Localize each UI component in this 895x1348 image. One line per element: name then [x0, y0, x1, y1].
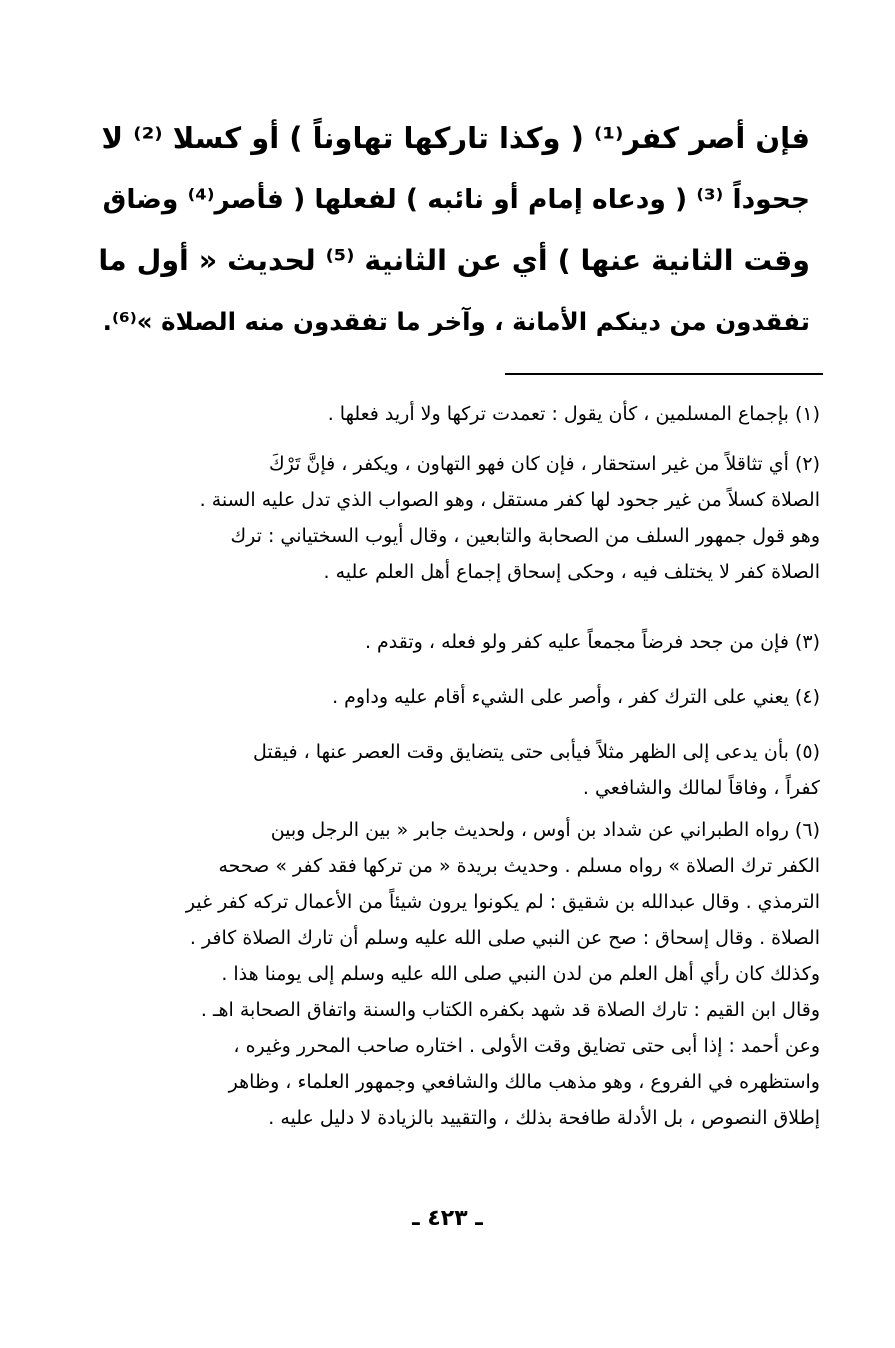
main-text-line: فإن أصر كفر⁽¹⁾ ( وكذا تاركها تهاوناً ) أو كسلا ⁽²⁾ لا — [101, 121, 810, 155]
footnote-2 — [95, 446, 820, 590]
footnote-line: (٥) بأن يدعى إلى الظهر مثلاً فيأبى حتى يتضايق وقت العصر عنها ، فيقتل — [253, 741, 820, 763]
footnote-line: الصلاة كفر لا يختلف فيه ، وحكى إسحاق إجماع أهل العلم عليه . — [323, 561, 820, 583]
main-text-line: جحوداً ⁽³⁾ ( ودعاه إمام أو نائبه ) لفعلها ( فأصر⁽⁴⁾ وضاق — [102, 184, 810, 215]
footnote-line: الصلاة كسلاً من غير جحود لها كفر مستقل ، وهو الصواب الذي تدل عليه السنة . — [199, 489, 820, 511]
main-text — [95, 108, 810, 352]
footnote-line: (٢) أي تثاقلاً من غير استحقار ، فإن كان فهو التهاون ، ويكفر ، فإنَّ تَرْكَ — [268, 453, 820, 475]
footnote-line: الكفر ترك الصلاة » رواه مسلم . وحديث بريدة « من تركها فقد كفر » صححه — [218, 855, 820, 877]
footnote-line: وهو قول جمهور السلف من الصحابة والتابعين ، وقال أيوب السختياني : ترك — [230, 525, 820, 547]
footnote-line: (١) بإجماع المسلمين ، كأن يقول : تعمدت تركها ولا أريد فعلها . — [327, 403, 820, 425]
main-text-line: وقت الثانية عنها ) أي عن الثانية ⁽⁵⁾ لحديث « أول ما — [98, 244, 810, 277]
footnote-line: وعن أحمد : إذا أبى حتى تضايق وقت الأولى . اختاره صاحب المحرر وغيره ، — [233, 1035, 820, 1057]
footnote-line: (٣) فإن من جحد فرضاً مجمعاً عليه كفر ولو فعله ، وتقدم . — [364, 631, 820, 653]
footnote-1 — [95, 396, 820, 432]
footnote-line: وقال ابن القيم : تارك الصلاة قد شهد بكفره الكتاب والسنة واتفاق الصحابة اهـ . — [200, 999, 820, 1021]
footnote-line: الصلاة . وقال إسحاق : صح عن النبي صلى الله عليه وسلم أن تارك الصلاة كافر . — [189, 927, 820, 949]
footnote-line: كفراً ، وفاقاً لمالك والشافعي . — [582, 777, 820, 799]
footnote-separator — [505, 373, 823, 375]
footnote-line: الترمذي . وقال عبدالله بن شقيق : لم يكونوا يرون شيئاً من الأعمال تركه كفر غير — [185, 891, 820, 913]
footnote-5 — [95, 734, 820, 806]
footnote-line: إطلاق النصوص ، بل الأدلة طافحة بذلك ، والتقييد بالزيادة لا دليل عليه . — [268, 1107, 820, 1129]
main-text-line: تفقدون من دينكم الأمانة ، وآخر ما تفقدون منه الصلاة »⁽⁶⁾. — [102, 307, 810, 336]
footnote-line: (٤) يعني على الترك كفر ، وأصر على الشيء أقام عليه وداوم . — [332, 686, 820, 708]
footnote-4 — [95, 679, 820, 715]
footnote-3 — [95, 624, 820, 660]
footnote-line: (٦) رواه الطبراني عن شداد بن أوس ، ولحديث جابر « بين الرجل وبين — [270, 819, 820, 841]
footnote-6 — [95, 812, 820, 1136]
footnote-line: وكذلك كان رأي أهل العلم من لدن النبي صلى الله عليه وسلم إلى يومنا هذا . — [221, 963, 820, 985]
page-number: ـ ٤٢٣ ـ — [412, 1206, 483, 1231]
footnote-line: واستظهره في الفروع ، وهو مذهب مالك والشافعي وجمهور العلماء ، وظاهر — [228, 1071, 820, 1093]
